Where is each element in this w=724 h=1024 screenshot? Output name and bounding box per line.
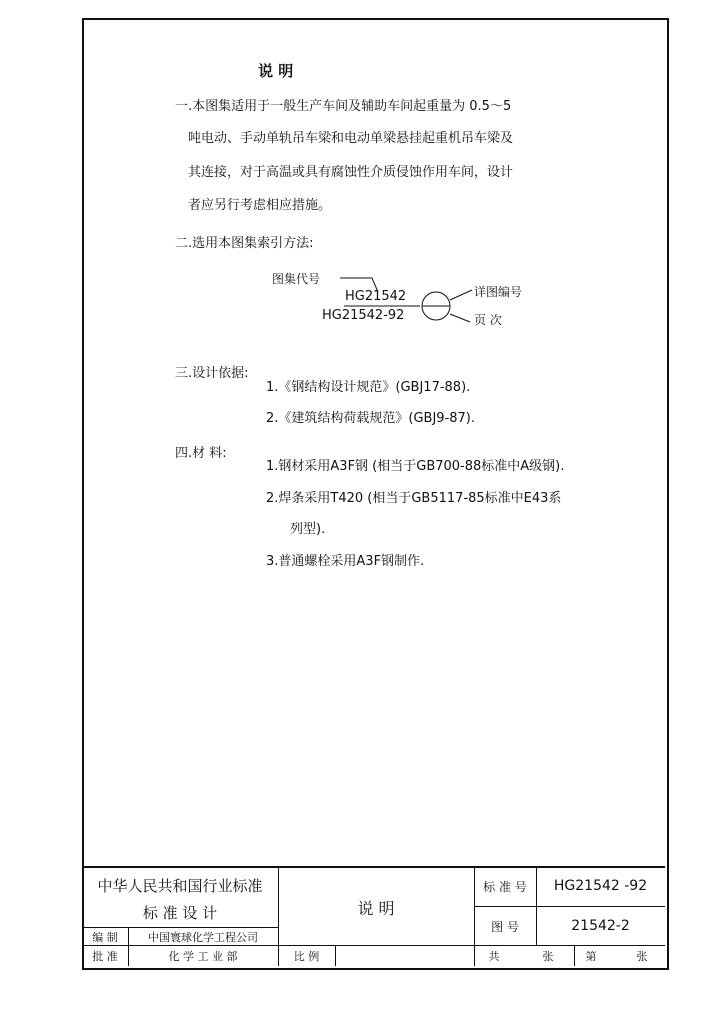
code-bottom: HG21542-92: [322, 308, 405, 323]
org-line2: 标 准 设 计: [142, 903, 218, 922]
section1-line2: 吨电动、手动单轨吊车梁和电动单梁悬挂起重机吊车梁及: [188, 131, 514, 146]
section4-title: 四.材 料:: [175, 446, 227, 461]
section1-line3: 其连接，对于高温或具有腐蚀性介质侵蚀作用车间，设计: [188, 165, 514, 180]
compiled-label: 编 制: [92, 930, 118, 944]
sheet-label: 张: [636, 950, 648, 963]
section2-title: 二.选用本图集索引方法:: [175, 236, 314, 251]
std-no-value: HG21542 -92: [553, 878, 648, 894]
approved-value: 化 学 工 业 部: [168, 950, 238, 963]
org-line1: 中华人民共和国行业标准: [97, 876, 263, 895]
sheets-label: 张: [542, 950, 554, 963]
section3-item1: 1.《钢结构设计规范》(GBJ17-88).: [266, 380, 471, 395]
section1-line1: 一.本图集适用于一般生产车间及辅助车间起重量为 0.5～5: [175, 99, 512, 114]
page-number-label: 页 次: [474, 313, 502, 327]
drawing-no-label: 图 号: [491, 919, 519, 934]
section4-item3: 3.普通螺栓采用A3F钢制作.: [266, 554, 425, 569]
section3-item2: 2.《建筑结构荷载规范》(GBJ9-87).: [266, 411, 476, 426]
section3-title: 三.设计依据:: [175, 366, 249, 381]
detail-number-label: 详图编号: [474, 285, 523, 299]
sheet-no-label: 第: [585, 950, 597, 963]
compiled-value: 中国寰球化学工程公司: [148, 930, 258, 944]
section4-item2-line2: 列型).: [290, 522, 326, 537]
section1-line4: 者应另行考虑相应措施。: [188, 198, 332, 213]
scale-label: 比 例: [293, 950, 320, 963]
page-title: 说 明: [258, 62, 294, 80]
approved-label: 批 准: [92, 950, 118, 963]
code-top: HG21542: [345, 289, 407, 304]
drawing-title: 说 明: [357, 898, 395, 918]
total-label: 共: [488, 950, 500, 963]
section4-item2-line1: 2.焊条采用T420 (相当于GB5117-85标准中E43系: [266, 491, 562, 506]
std-no-label: 标 准 号: [483, 879, 527, 894]
drawing-no-value: 21542-2: [571, 918, 630, 934]
section4-item1: 1.钢材采用A3F钢 (相当于GB700-88标准中A级钢).: [266, 459, 565, 474]
atlas-code-label: 图集代号: [272, 272, 321, 286]
